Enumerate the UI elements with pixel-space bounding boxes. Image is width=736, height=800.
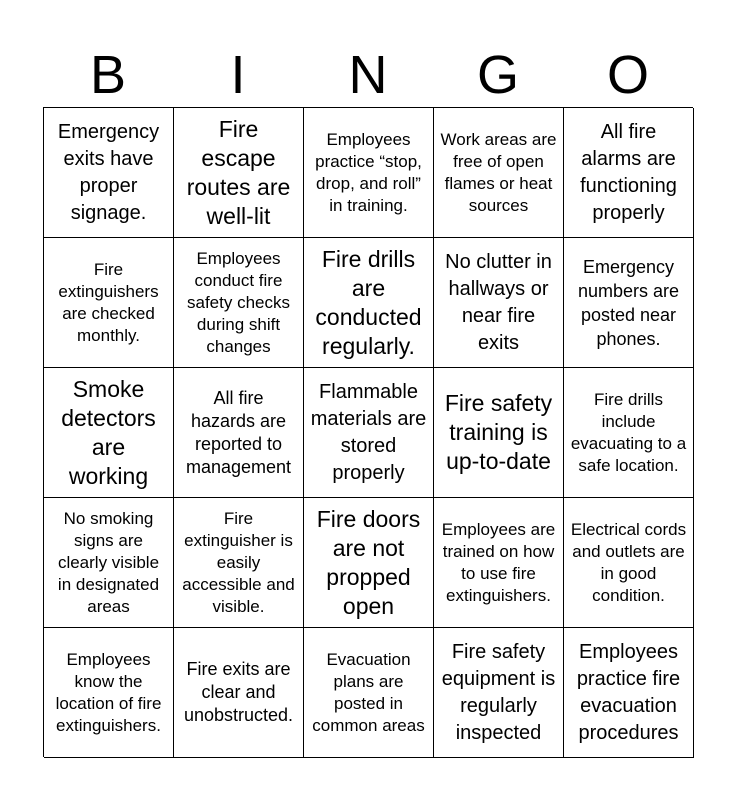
bingo-cell[interactable] xyxy=(44,498,174,628)
cell-text: Emergency numbers are posted near phones. xyxy=(577,256,680,349)
header-letter-b: B xyxy=(89,45,127,105)
cell-text: Fire escape routes are well-lit xyxy=(186,115,291,229)
bingo-cell[interactable] xyxy=(564,238,694,368)
bingo-cell[interactable] xyxy=(304,108,434,238)
bingo-cell[interactable] xyxy=(174,108,304,238)
bingo-header xyxy=(43,42,693,108)
cell-text: Employees are trained on how to use fire extinguishers. xyxy=(441,519,556,605)
header-letter-g: G xyxy=(476,45,519,105)
bingo-cell[interactable] xyxy=(434,108,564,238)
header-letter-n: N xyxy=(348,45,388,105)
bingo-cell[interactable] xyxy=(304,628,434,758)
cell-text: Electrical cords and outlets are in good condition. xyxy=(570,519,687,605)
header-letter-o: O xyxy=(606,45,649,105)
header-letter-i: I xyxy=(230,45,246,105)
cell-text: No smoking signs are clearly visible in designated areas xyxy=(57,508,160,616)
bingo-cell[interactable] xyxy=(434,368,564,498)
bingo-cell[interactable] xyxy=(304,368,434,498)
cell-text: Fire safety equipment is regularly inspected xyxy=(441,640,556,744)
bingo-cell[interactable] xyxy=(434,238,564,368)
cell-text: All fire alarms are functioning properly xyxy=(580,120,677,224)
bingo-cell[interactable] xyxy=(564,498,694,628)
bingo-board xyxy=(43,107,693,757)
cell-text: Emergency exits have proper signage. xyxy=(57,120,160,224)
cell-text: Fire doors are not propped open xyxy=(316,505,421,619)
bingo-cell[interactable] xyxy=(564,108,694,238)
cell-text: Smoke detectors are working xyxy=(61,375,156,489)
cell-text: Fire drills are conducted regularly. xyxy=(315,245,422,359)
cell-text: Employees conduct fire safety checks during shift changes xyxy=(187,248,290,356)
bingo-cell[interactable] xyxy=(174,238,304,368)
cell-text: Fire exits are clear and unobstructed. xyxy=(183,659,294,725)
cell-text: Work areas are free of open flames or heat sources xyxy=(440,129,557,215)
bingo-cell[interactable] xyxy=(44,108,174,238)
bingo-cell[interactable] xyxy=(304,498,434,628)
cell-text: Evacuation plans are posted in common areas xyxy=(312,649,425,735)
cell-text: All fire hazards are reported to management xyxy=(185,387,292,477)
cell-text: Fire extinguishers are checked monthly. xyxy=(58,259,159,345)
bingo-cell[interactable] xyxy=(304,238,434,368)
bingo-cell[interactable] xyxy=(174,498,304,628)
bingo-cell[interactable] xyxy=(44,238,174,368)
bingo-cell[interactable] xyxy=(44,368,174,498)
cell-text: Employees practice “stop, drop, and roll” in training. xyxy=(315,129,422,215)
bingo-cell[interactable] xyxy=(174,368,304,498)
bingo-cell[interactable] xyxy=(434,498,564,628)
bingo-cell[interactable] xyxy=(44,628,174,758)
bingo-cell[interactable] xyxy=(434,628,564,758)
cell-text: Fire extinguisher is easily accessible and visible. xyxy=(182,508,295,616)
cell-text: Employees practice fire evacuation procedures xyxy=(576,640,681,744)
cell-text: Fire drills include evacuating to a safe location. xyxy=(570,389,687,475)
bingo-cell[interactable] xyxy=(564,628,694,758)
cell-text: No clutter in hallways or near fire exits xyxy=(445,250,552,354)
cell-text: Flammable materials are stored properly xyxy=(310,380,427,484)
cell-text: Fire safety training is up-to-date xyxy=(444,390,553,474)
bingo-cell[interactable] xyxy=(174,628,304,758)
bingo-cell[interactable] xyxy=(564,368,694,498)
cell-text: Employees know the location of fire extinguishers. xyxy=(55,649,162,735)
